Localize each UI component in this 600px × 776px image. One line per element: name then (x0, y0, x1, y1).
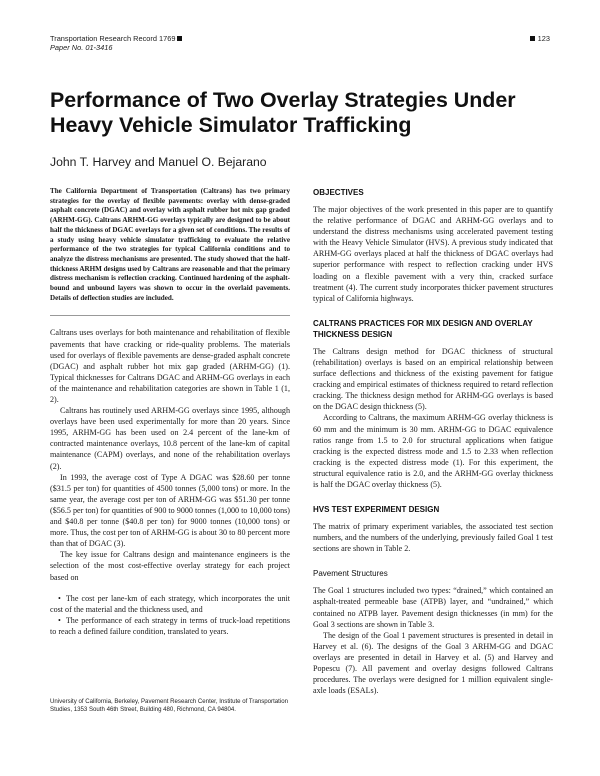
intro-paragraph-1: Caltrans uses overlays for both maintenance and rehabilitation of flexible pavements that have cracking or ride-quality problems. The materials used for overlays of flexible pavements are dense-graded asphalt concrete (DGAC) and asphalt rubber hot mix gap graded (ARHM-GG) (1). Typical thicknesses for Caltrans DGAC and ARHM-GG overlays in each of the maintenance and rehabilitation categories are shown in Table 1 (1, 2). (50, 328, 290, 404)
footnote: University of California, Berkeley, Pavement Research Center, Institute of Transportation Studies, 1353 South 46th Street, Building 480, Richmond, CA 94804. (50, 698, 288, 714)
bullet-item-performance: • The performance of each strategy in terms of truck-load repetitions to reach a defined failure condition, translated to years. (50, 615, 290, 636)
practices-paragraph-1: The Caltrans design method for DGAC thickness of structural (rehabilitation) overlays is based on an empirical relationship between surface deflections and thickness of the existing pavement for fatigue cracking and empirical estimates of thickness required to retard reflection cracking. The thickness design method for ARHM-GG overlays is based on the DGAC design thickness (5). (313, 346, 553, 412)
bullet-item-cost: • The cost per lane-km of each strategy, which incorporates the unit cost of the material and the thickness used, and (50, 593, 290, 614)
section-heading-practices: CALTRANS PRACTICES FOR MIX DESIGN AND OVERLAY THICKNESS DESIGN (313, 318, 533, 339)
practices-paragraph-2: According to Caltrans, the maximum ARHM-GG overlay thickness is 60 mm and the minimum is 30 mm. ARHM-GG to DGAC equivalence ratios range from 1.5 to 2.0 for structural applications when fatigue cracking is the expected distress mode and 1.5 to 2.33 when reflection cracking is the expected distress mode (1). For this experiment, the structural equivalence ratio is 2.0, and the ARHM-GG overlay thickness is half the DGAC overlay thickness (5). (313, 413, 553, 489)
paper-title: Performance of Two Overlay Strategies Under Heavy Vehicle Simulator Trafficking (50, 88, 516, 137)
square-bullet-icon (530, 36, 535, 41)
square-bullet-icon (177, 36, 182, 41)
abstract-divider (50, 315, 290, 316)
pavement-paragraph-2: The design of the Goal 1 pavement structures is presented in detail in Harvey et al. (6). The designs of the Goal 3 ARHM-GG and DGAC overlays are presented in detail in Harvey et al. (5) and Harvey and Popescu (7). All pavement and overlay designs followed Caltrans procedures. The overlays were designed for 1 million equivalent single-axle loads (ESALs). (313, 630, 553, 696)
bullet-icon: • (58, 593, 61, 603)
paper-number: Paper No. 01-3416 (50, 43, 113, 52)
journal-name: Transportation Research Record 1769 (50, 34, 182, 43)
section-heading-objectives: OBJECTIVES (313, 188, 364, 197)
authors: John T. Harvey and Manuel O. Bejarano (50, 155, 267, 169)
page-number: 123 (530, 34, 550, 43)
intro-paragraph-3: In 1993, the average cost of Type A DGAC was $28.60 per tonne ($31.5 per ton) for quantities of 4500 tonnes (5,000 tons) or more. In the same year, the average cost per ton of ARHM-GG was $51.30 per tonne ($56.5 per ton) for quantities of 900 to 9000 tonnes (1,000 to 10,000 tons) and $40.8 per tonne ($40.8 per ton) for 9000 tonnes (10,000 tons) or more. Thus, the cost per ton of ARHM-GG is about 30 to 80 percent more than that of DGAC (3). (50, 472, 290, 549)
pavement-paragraph-1: The Goal 1 structures included two types: “drained,” which contained an asphalt-treated permeable base (ATPB) layer, and “undrained,” which contained no ATPB layer. Pavement design thicknesses (in mm) for the Goal 3 sections are shown in Table 3. (313, 586, 553, 629)
left-column (50, 187, 290, 637)
objectives-paragraph: The major objectives of the work presented in this paper are to quantify the relative performance of DGAC and ARHM-GG overlays and to understand the distress mechanisms using accelerated pavement testing with the Heavy Vehicle Simulator (HVS). A previous study indicated that ARHM-GG overlays placed at half the thickness of DGAC overlays had superior performance with respect to reflection cracking under HVS loading on a flexible pavement with a very thin, cracked surface treatment (4). The current study incorporates thicker pavement structures typical of California highways. (313, 205, 553, 303)
subsection-heading-pavement: Pavement Structures (313, 569, 388, 579)
hvs-paragraph: The matrix of primary experiment variables, the associated test section numbers, and the numbers of the underlying, previously failed Goal 1 test sections are shown in Table 2. (313, 522, 553, 554)
section-heading-hvs: HVS TEST EXPERIMENT DESIGN (313, 505, 440, 515)
abstract: The California Department of Transportation (Caltrans) has two primary strategies for the overlay of flexible pavements: overlay with dense-graded asphalt concrete (DGAC) and overlay with asphalt rubber hot mix gap graded (ARHM-GG). Caltrans ARHM-GG overlays typically are designed to be about half the thickness of DGAC overlays for a given set of conditions. The results of a study using heavy vehicle simulator trafficking to evaluate the relative performance of the two strategies for typical California conditions and to analyze the distress mechanisms are presented. The study showed that the half-thickness ARHM designs used by Caltrans are reasonable and that the primary distress mechanism is reflection cracking. Continued hardening of the asphalt-bound and unbound layers was shown to occur in the overlaid pavements. Details of deflection studies are included. (50, 187, 290, 302)
right-column (313, 187, 553, 696)
running-header (50, 34, 182, 52)
bullet-icon: • (58, 615, 61, 625)
intro-paragraph-4: The key issue for Caltrans design and maintenance engineers is the selection of the most cost-effective overlay strategy for each project based on (50, 550, 290, 582)
intro-paragraph-2: Caltrans has routinely used ARHM-GG overlays since 1995, although overlays have been used experimentally for more than 20 years. Since 1995, ARHM-GG has been used on 2.4 percent of the lane-km of contracted maintenance overlays, 10.8 percent of the lane-km of capital maintenance (CAPM) overlays, and none of the rehabilitation overlays (2). (50, 406, 290, 471)
